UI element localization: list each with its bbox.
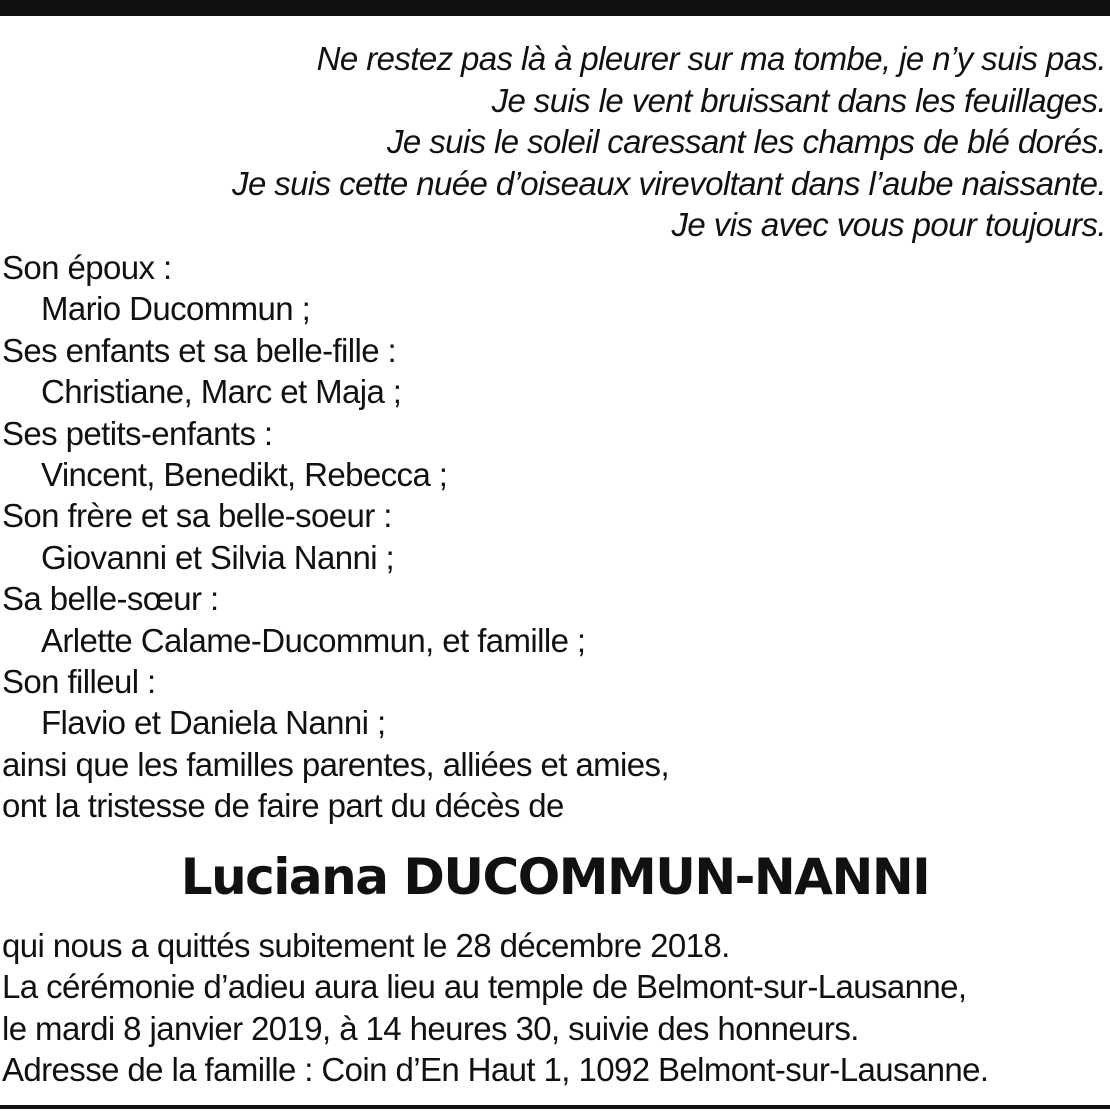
family-role-spouse: Son époux :	[2, 249, 172, 286]
closing-line: ont la tristesse de faire part du décès de	[2, 787, 564, 825]
family-role-brother: Son frère et sa belle-soeur :	[2, 497, 392, 535]
top-border-rule	[0, 0, 1110, 16]
poem-quote	[232, 38, 1106, 246]
poem-line: Je suis le vent bruissant dans les feuillages.	[491, 81, 1106, 119]
poem-line: Je suis cette nuée d’oiseaux virevoltant dans l’aube naissante.	[232, 164, 1106, 202]
bottom-border-rule	[0, 1105, 1110, 1109]
family-names-grandchildren: Vincent, Benedikt, Rebecca ;	[41, 456, 448, 494]
family-names-godson: Flavio et Daniela Nanni ;	[41, 704, 386, 742]
ceremony-details	[2, 925, 988, 1091]
family-names-children: Christiane, Marc et Maja ;	[41, 373, 402, 411]
family-names-sister-in-law: Arlette Calame-Ducommun, et famille ;	[41, 621, 586, 659]
family-list	[2, 247, 669, 827]
family-names-spouse: Mario Ducommun ;	[41, 290, 311, 328]
details-line: La cérémonie d’adieu aura lieu au temple de Belmont-sur-Lausanne,	[2, 968, 967, 1006]
details-line: Adresse de la famille : Coin d’En Haut 1, 1092 Belmont-sur-Lausanne.	[2, 1051, 989, 1089]
deceased-name: Luciana DUCOMMUN-NANNI	[180, 848, 930, 906]
poem-line: Je vis avec vous pour toujours.	[671, 206, 1106, 243]
poem-line: Je suis le soleil caressant les champs de blé dorés.	[386, 123, 1106, 160]
family-names-brother: Giovanni et Silvia Nanni ;	[41, 538, 395, 576]
closing-line: ainsi que les familles parentes, alliées et amies,	[2, 745, 670, 783]
family-role-godson: Son filleul :	[2, 663, 156, 701]
poem-line: Ne restez pas là à pleurer sur ma tombe, je n’y suis pas.	[316, 40, 1106, 77]
family-role-sister-in-law: Sa belle-sœur :	[2, 580, 219, 618]
family-role-grandchildren: Ses petits-enfants :	[2, 414, 273, 452]
family-role-children: Ses enfants et sa belle-fille :	[2, 331, 397, 369]
details-line: le mardi 8 janvier 2019, à 14 heures 30, suivie des honneurs.	[2, 1009, 859, 1047]
details-line: qui nous a quittés subitement le 28 décembre 2018.	[2, 927, 730, 964]
